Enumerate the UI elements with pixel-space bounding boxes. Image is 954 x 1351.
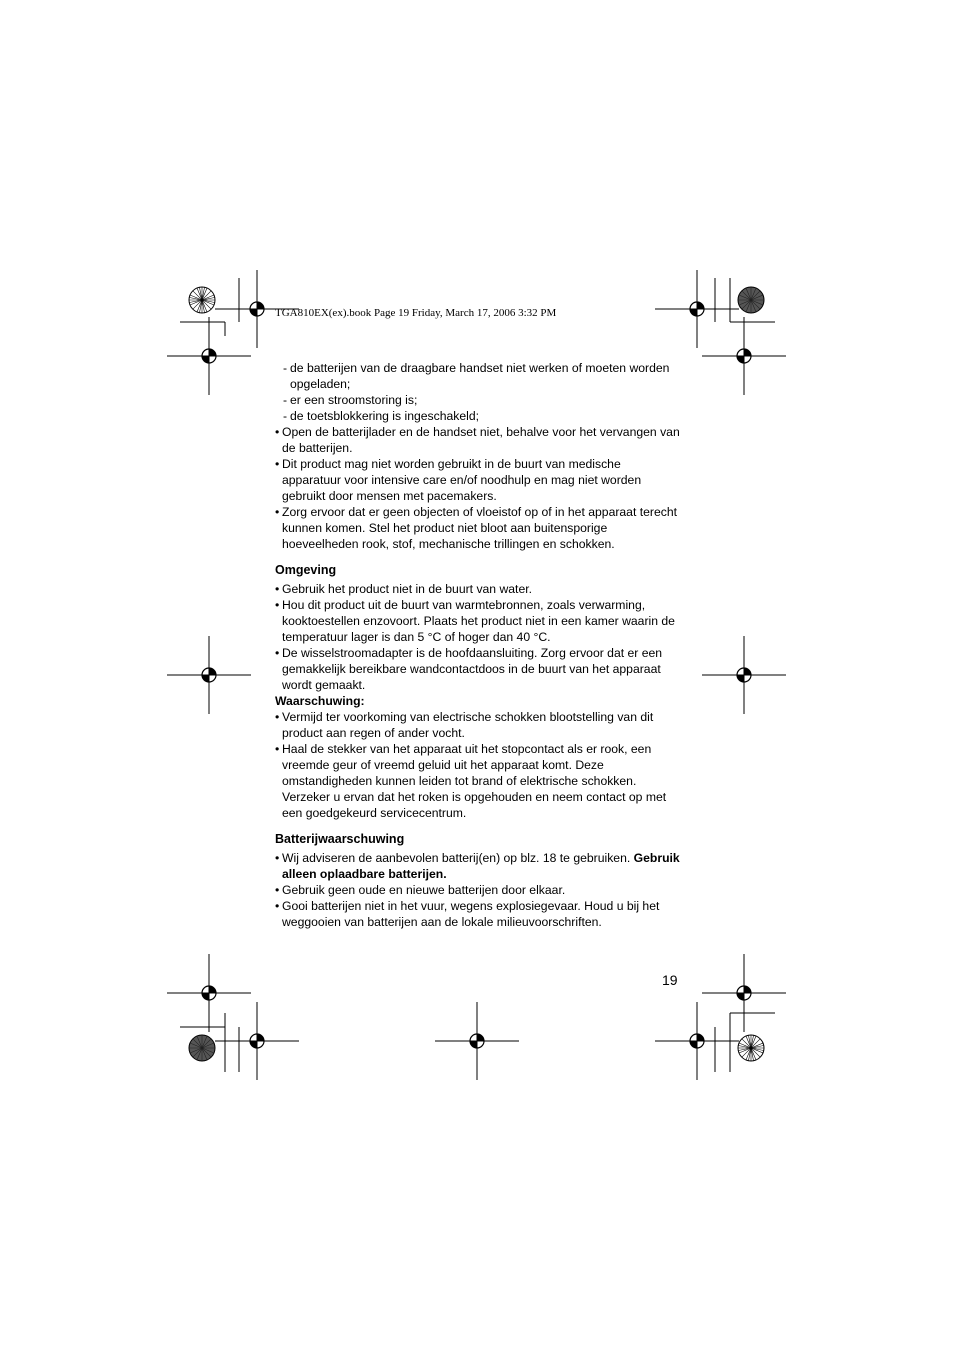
list-item: • De wisselstroomadapter is de hoofdaansluiting. Zorg ervoor dat er een gemakkelijk bereikbare wandcontactdoos in de buurt van het apparaat wordt gemaakt. — [275, 646, 663, 692]
page-content — [275, 360, 683, 930]
list-item: • Gooi batterijen niet in het vuur, wegens explosiegevaar. Houd u bij het weggooien van batterijen aan de lokale milieuvoorschriften. — [275, 899, 660, 929]
page-number: 19 — [662, 972, 678, 988]
list-item: • Vermijd ter voorkoming van electrische schokken blootstelling van dit product aan regen of ander vocht. — [275, 710, 654, 740]
list-item: • Gebruik het product niet in de buurt van water. — [275, 582, 532, 596]
list-item: • Zorg ervoor dat er geen objecten of vloeistof op of in het apparaat terecht kunnen komen. Stel het product niet bloot aan buitensporige hoeveelheden rook, stof, mechanische trillingen en schokken. — [275, 505, 677, 551]
section-heading-omgeving: Omgeving — [275, 563, 337, 577]
list-item: • Open de batterijlader en de handset niet, behalve voor het vervangen van de batterijen. — [275, 425, 680, 455]
list-item: - de toetsblokkering is ingeschakeld; — [283, 409, 480, 423]
section-heading-batterij: Batterijwaarschuwing — [275, 832, 405, 846]
list-item: • Dit product mag niet worden gebruikt in de buurt van medische apparatuur voor intensive care en/of noodhulp en mag niet worden gebruikt door mensen met pacemakers. — [275, 457, 642, 503]
warning-label: Waarschuwing: — [275, 694, 365, 708]
list-item: • Wij adviseren de aanbevolen batterij(en) op blz. 18 te gebruiken. Gebruik alleen oplaadbare batterijen. — [275, 851, 680, 881]
list-item: - er een stroomstoring is; — [283, 393, 418, 407]
list-item: • Gebruik geen oude en nieuwe batterijen door elkaar. — [275, 883, 566, 897]
print-header: TGA810EX(ex).book Page 19 Friday, March 17, 2006 3:32 PM — [275, 307, 557, 319]
list-item: - de batterijen van de draagbare handset niet werken of moeten worden opgeladen; — [283, 361, 670, 391]
list-item: • Haal de stekker van het apparaat uit het stopcontact als er rook, een vreemde geur of vreemd geluid uit het apparaat komt. Deze omstandigheden kunnen leiden tot brand of elektrische schokken. Verzeker u ervan dat het roken is opgehouden en neem contact op met een goedgekeurd servicecentrum. — [275, 742, 667, 820]
list-item: • Hou dit product uit de buurt van warmtebronnen, zoals verwarming, kooktoestellen enzovoort. Plaats het product niet in een kamer waarin de temperatuur lager is dan 5 °C of hoger dan 40 °C. — [275, 598, 675, 644]
